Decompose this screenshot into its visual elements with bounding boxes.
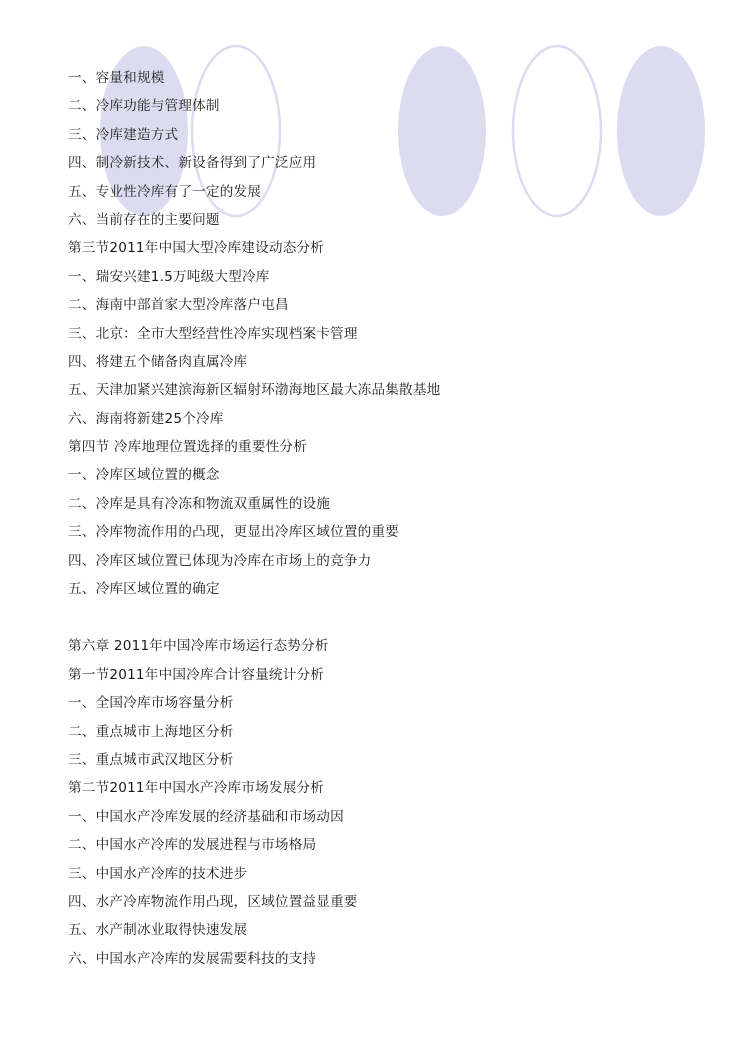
- toc-line: 三、冷库建造方式: [68, 126, 179, 143]
- toc-section-heading: 第一节2011年中国冷库合计容量统计分析: [68, 666, 325, 683]
- toc-line: 二、海南中部首家大型冷库落户屯昌: [68, 297, 289, 314]
- toc-line: 三、重点城市武汉地区分析: [68, 751, 234, 768]
- toc-line: 五、专业性冷库有了一定的发展: [68, 183, 262, 200]
- toc-line: 四、水产冷库物流作用凸现，区域位置益显重要: [68, 893, 358, 910]
- document-body: [68, 64, 708, 973]
- toc-line: 三、冷库物流作用的凸现，更显出冷库区域位置的重要: [68, 524, 400, 541]
- toc-line: 三、北京：全市大型经营性冷库实现档案卡管理: [68, 325, 358, 342]
- toc-line: 五、冷库区域位置的确定: [68, 581, 220, 598]
- toc-line: 二、冷库功能与管理体制: [68, 98, 220, 115]
- toc-line: 四、制冷新技术、新设备得到了广泛应用: [68, 155, 317, 172]
- toc-section-b: [68, 632, 708, 973]
- section-spacer: [68, 603, 708, 632]
- toc-line: 四、将建五个储备肉直属冷库: [68, 353, 248, 370]
- toc-line: 一、中国水产冷库发展的经济基础和市场动因: [68, 808, 344, 825]
- toc-line: 六、海南将新建25个冷库: [68, 410, 224, 427]
- toc-section-a: [68, 64, 708, 603]
- toc-line: 一、瑞安兴建1.5万吨级大型冷库: [68, 268, 270, 285]
- toc-line: 五、天津加紧兴建滨海新区辐射环渤海地区最大冻品集散基地: [68, 382, 441, 399]
- toc-line: 三、中国水产冷库的技术进步: [68, 865, 248, 882]
- toc-line: 五、水产制冰业取得快速发展: [68, 922, 248, 939]
- toc-section-heading: 第四节 冷库地理位置选择的重要性分析: [68, 439, 308, 456]
- toc-chapter-heading: 第六章 2011年中国冷库市场运行态势分析: [68, 638, 329, 655]
- toc-line: 二、冷库是具有冷冻和物流双重属性的设施: [68, 495, 331, 512]
- toc-line: 二、中国水产冷库的发展进程与市场格局: [68, 837, 317, 854]
- toc-line: 六、中国水产冷库的发展需要科技的支持: [68, 950, 317, 967]
- toc-line: 一、冷库区域位置的概念: [68, 467, 220, 484]
- toc-line: 二、重点城市上海地区分析: [68, 723, 234, 740]
- toc-line: 一、容量和规模: [68, 70, 165, 86]
- toc-line: 六、当前存在的主要问题: [68, 211, 220, 228]
- toc-line: 四、冷库区域位置已体现为冷库在市场上的竞争力: [68, 552, 372, 569]
- toc-section-heading: 第三节2011年中国大型冷库建设动态分析: [68, 240, 325, 257]
- toc-line: 一、全国冷库市场容量分析: [68, 695, 234, 712]
- toc-section-heading: 第二节2011年中国水产冷库市场发展分析: [68, 780, 325, 797]
